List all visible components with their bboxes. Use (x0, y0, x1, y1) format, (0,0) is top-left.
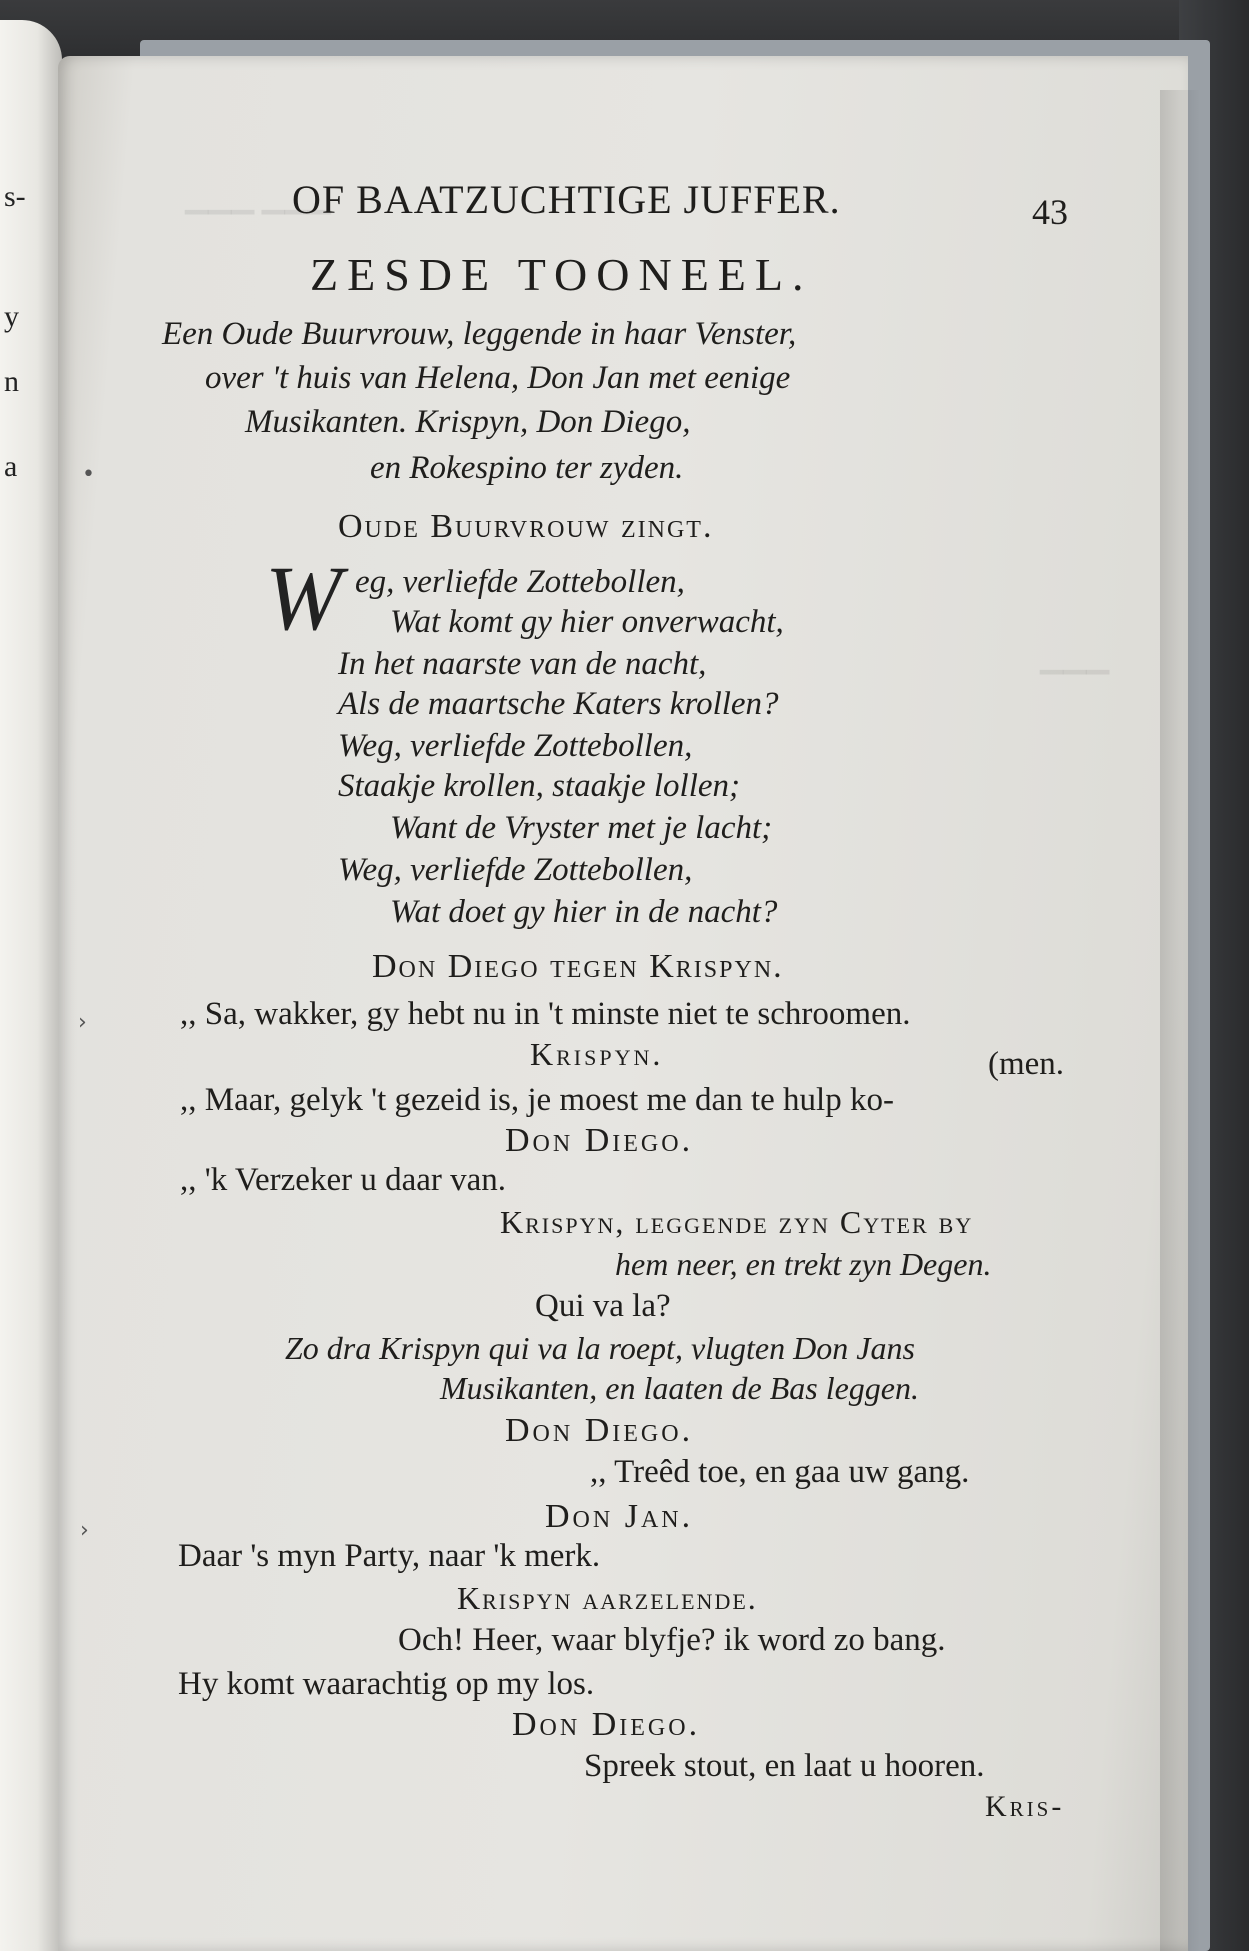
page-number: 43 (1032, 192, 1068, 232)
facing-page-fragment: a (4, 450, 18, 483)
speaker-heading: Don Diego. (512, 1706, 701, 1743)
dialogue-line: Qui va la? (535, 1288, 671, 1324)
song-line: In het naarste van de nacht, (338, 646, 707, 682)
song-line: Wat doet gy hier in de nacht? (390, 894, 778, 930)
song-line: Staakje krollen, staakje lollen; (338, 768, 740, 804)
stage-direction-line: Zo dra Krispyn qui va la roept, vlugten Don Jans (285, 1330, 915, 1366)
dialogue-line: ,, Sa, wakker, gy hebt nu in 't minste niet te schroomen. (180, 996, 911, 1032)
speaker-heading: Krispyn, leggende zyn Cyter by (500, 1204, 974, 1240)
dialogue-line: Hy komt waarachtig op my los. (178, 1666, 595, 1702)
facing-page-fragment: y (4, 300, 19, 333)
scene-title: ZESDE TOONEEL. (310, 249, 813, 300)
stage-direction-line: Musikanten, en laaten de Bas leggen. (440, 1370, 919, 1406)
drop-cap-initial: W (265, 547, 342, 649)
margin-mark: › (78, 1010, 87, 1035)
catchword: Kris- (985, 1790, 1065, 1823)
song-line: Weg, verliefde Zottebollen, (338, 728, 693, 764)
bleed-through-text: ▁▁▁ (1040, 641, 1110, 674)
facing-page-fragment: s- (4, 180, 26, 213)
speaker-heading: Krispyn aarzelende. (457, 1580, 758, 1616)
stage-direction-line: hem neer, en trekt zyn Degen. (615, 1246, 992, 1282)
song-line: Als de maartsche Katers krollen? (338, 686, 779, 722)
song-line: Want de Vryster met je lacht; (390, 810, 773, 846)
dialogue-line: Och! Heer, waar blyfje? ik word zo bang. (398, 1622, 946, 1658)
margin-mark: • (82, 462, 95, 487)
speaker-heading: Don Diego. (505, 1412, 694, 1449)
margin-mark: › (80, 1518, 89, 1543)
speaker-heading: Don Diego tegen Krispyn. (372, 948, 784, 985)
stage-direction-line: over 't huis van Helena, Don Jan met eenige (205, 360, 791, 396)
dialogue-line: Spreek stout, en laat u hooren. (584, 1748, 985, 1784)
song-line: Wat komt gy hier onverwacht, (390, 604, 784, 640)
dialogue-line-continuation: (men. (988, 1046, 1065, 1082)
stage-direction-line: en Rokespino ter zyden. (370, 450, 684, 486)
dialogue-line: Daar 's myn Party, naar 'k merk. (178, 1538, 601, 1574)
facing-page-edge (0, 20, 62, 1951)
dialogue-line: ,, Treêd toe, en gaa uw gang. (590, 1454, 970, 1490)
stage-direction-line: Musikanten. Krispyn, Don Diego, (245, 404, 691, 440)
speaker-heading: Don Diego. (505, 1122, 694, 1159)
speaker-heading: Don Jan. (545, 1498, 694, 1535)
page-shadow (1160, 90, 1200, 1951)
dialogue-line: ,, 'k Verzeker u daar van. (180, 1162, 507, 1198)
song-line: Weg, verliefde Zottebollen, (338, 852, 693, 888)
song-heading: Oude Buurvrouw zingt. (338, 508, 714, 545)
stage-direction-line: Een Oude Buurvrouw, leggende in haar Venster, (162, 316, 797, 352)
facing-page-fragment: n (4, 365, 19, 398)
dialogue-line: ,, Maar, gelyk 't gezeid is, je moest me dan te hulp ko- (180, 1082, 894, 1118)
song-line: eg, verliefde Zottebollen, (355, 564, 685, 600)
bleed-through-text: ▁▁▁ ▁▁▁ (185, 181, 331, 214)
running-title: OF BAATZUCHTIGE JUFFER. (292, 177, 841, 222)
speaker-heading: Krispyn. (530, 1036, 664, 1072)
